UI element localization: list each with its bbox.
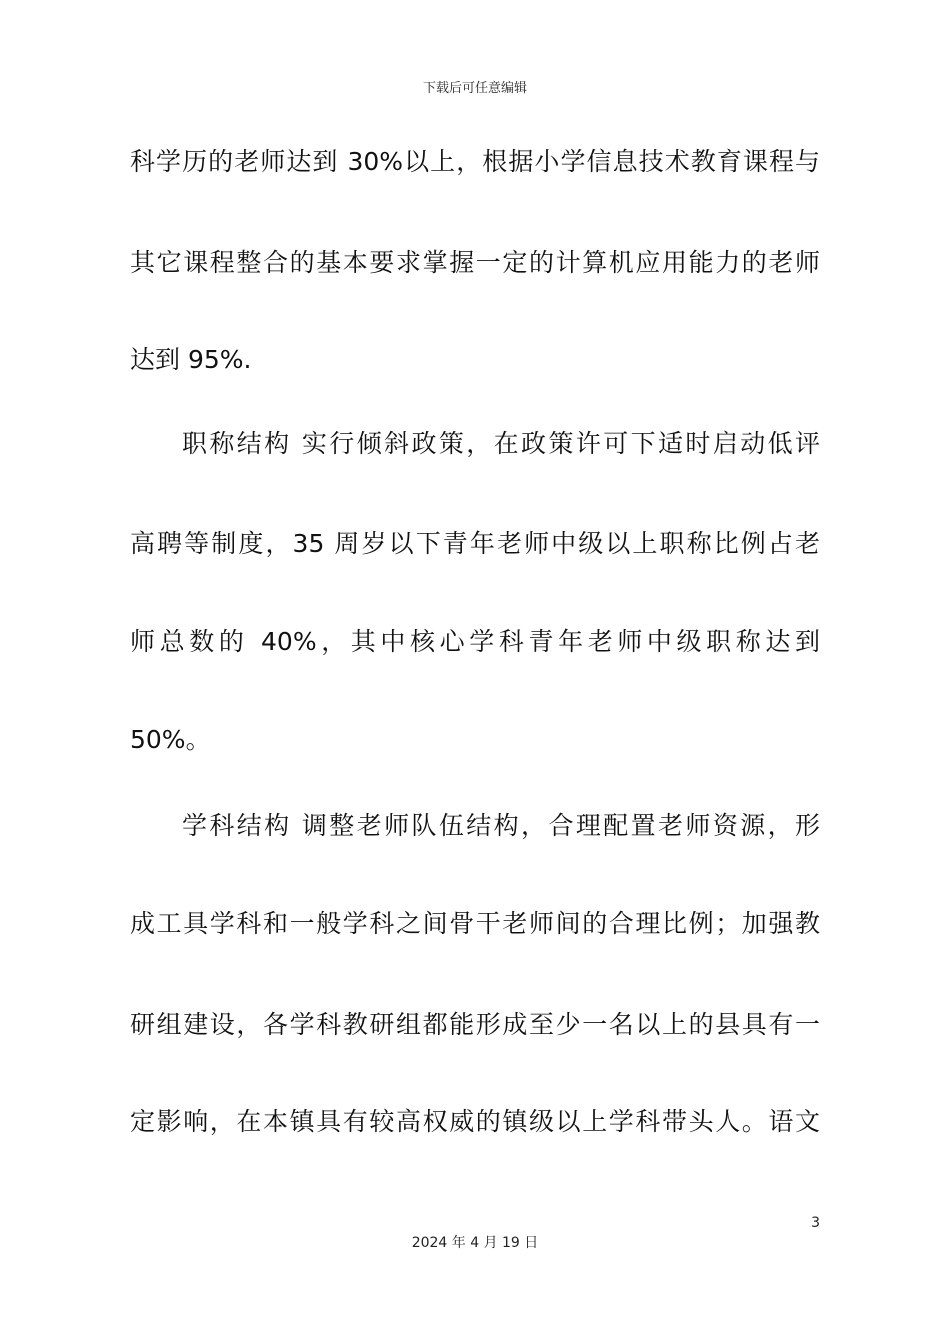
body-line: 研组建设，各学科教研组都能形成至少一名以上的县具有一 [130,1010,820,1039]
body-line: 其它课程整合的基本要求掌握一定的计算机应用能力的老师 [130,248,820,277]
body-line: 师总数的 40%，其中核心学科青年老师中级职称达到 [130,627,820,656]
body-line: 50%。 [130,725,211,754]
body-line: 达到 95%. [130,345,252,374]
body-line: 成工具学科和一般学科之间骨干老师间的合理比例；加强教 [130,909,820,938]
body-line: 高聘等制度，35 周岁以下青年老师中级以上职称比例占老 [130,529,820,558]
body-line: 定影响，在本镇具有较高权威的镇级以上学科带头人。语文 [130,1107,820,1136]
page-number: 3 [811,1215,820,1231]
paragraph-title-line: 学科结构 调整老师队伍结构，合理配置老师资源，形 [182,811,820,840]
body-line: 科学历的老师达到 30%以上，根据小学信息技术教育课程与 [130,147,820,176]
page-header: 下载后可任意编辑 [422,81,527,96]
page-footer-date: 2024 年 4 月 19 日 [411,1235,539,1251]
paragraph-title-line: 职称结构 实行倾斜政策，在政策许可下适时启动低评 [182,429,820,458]
